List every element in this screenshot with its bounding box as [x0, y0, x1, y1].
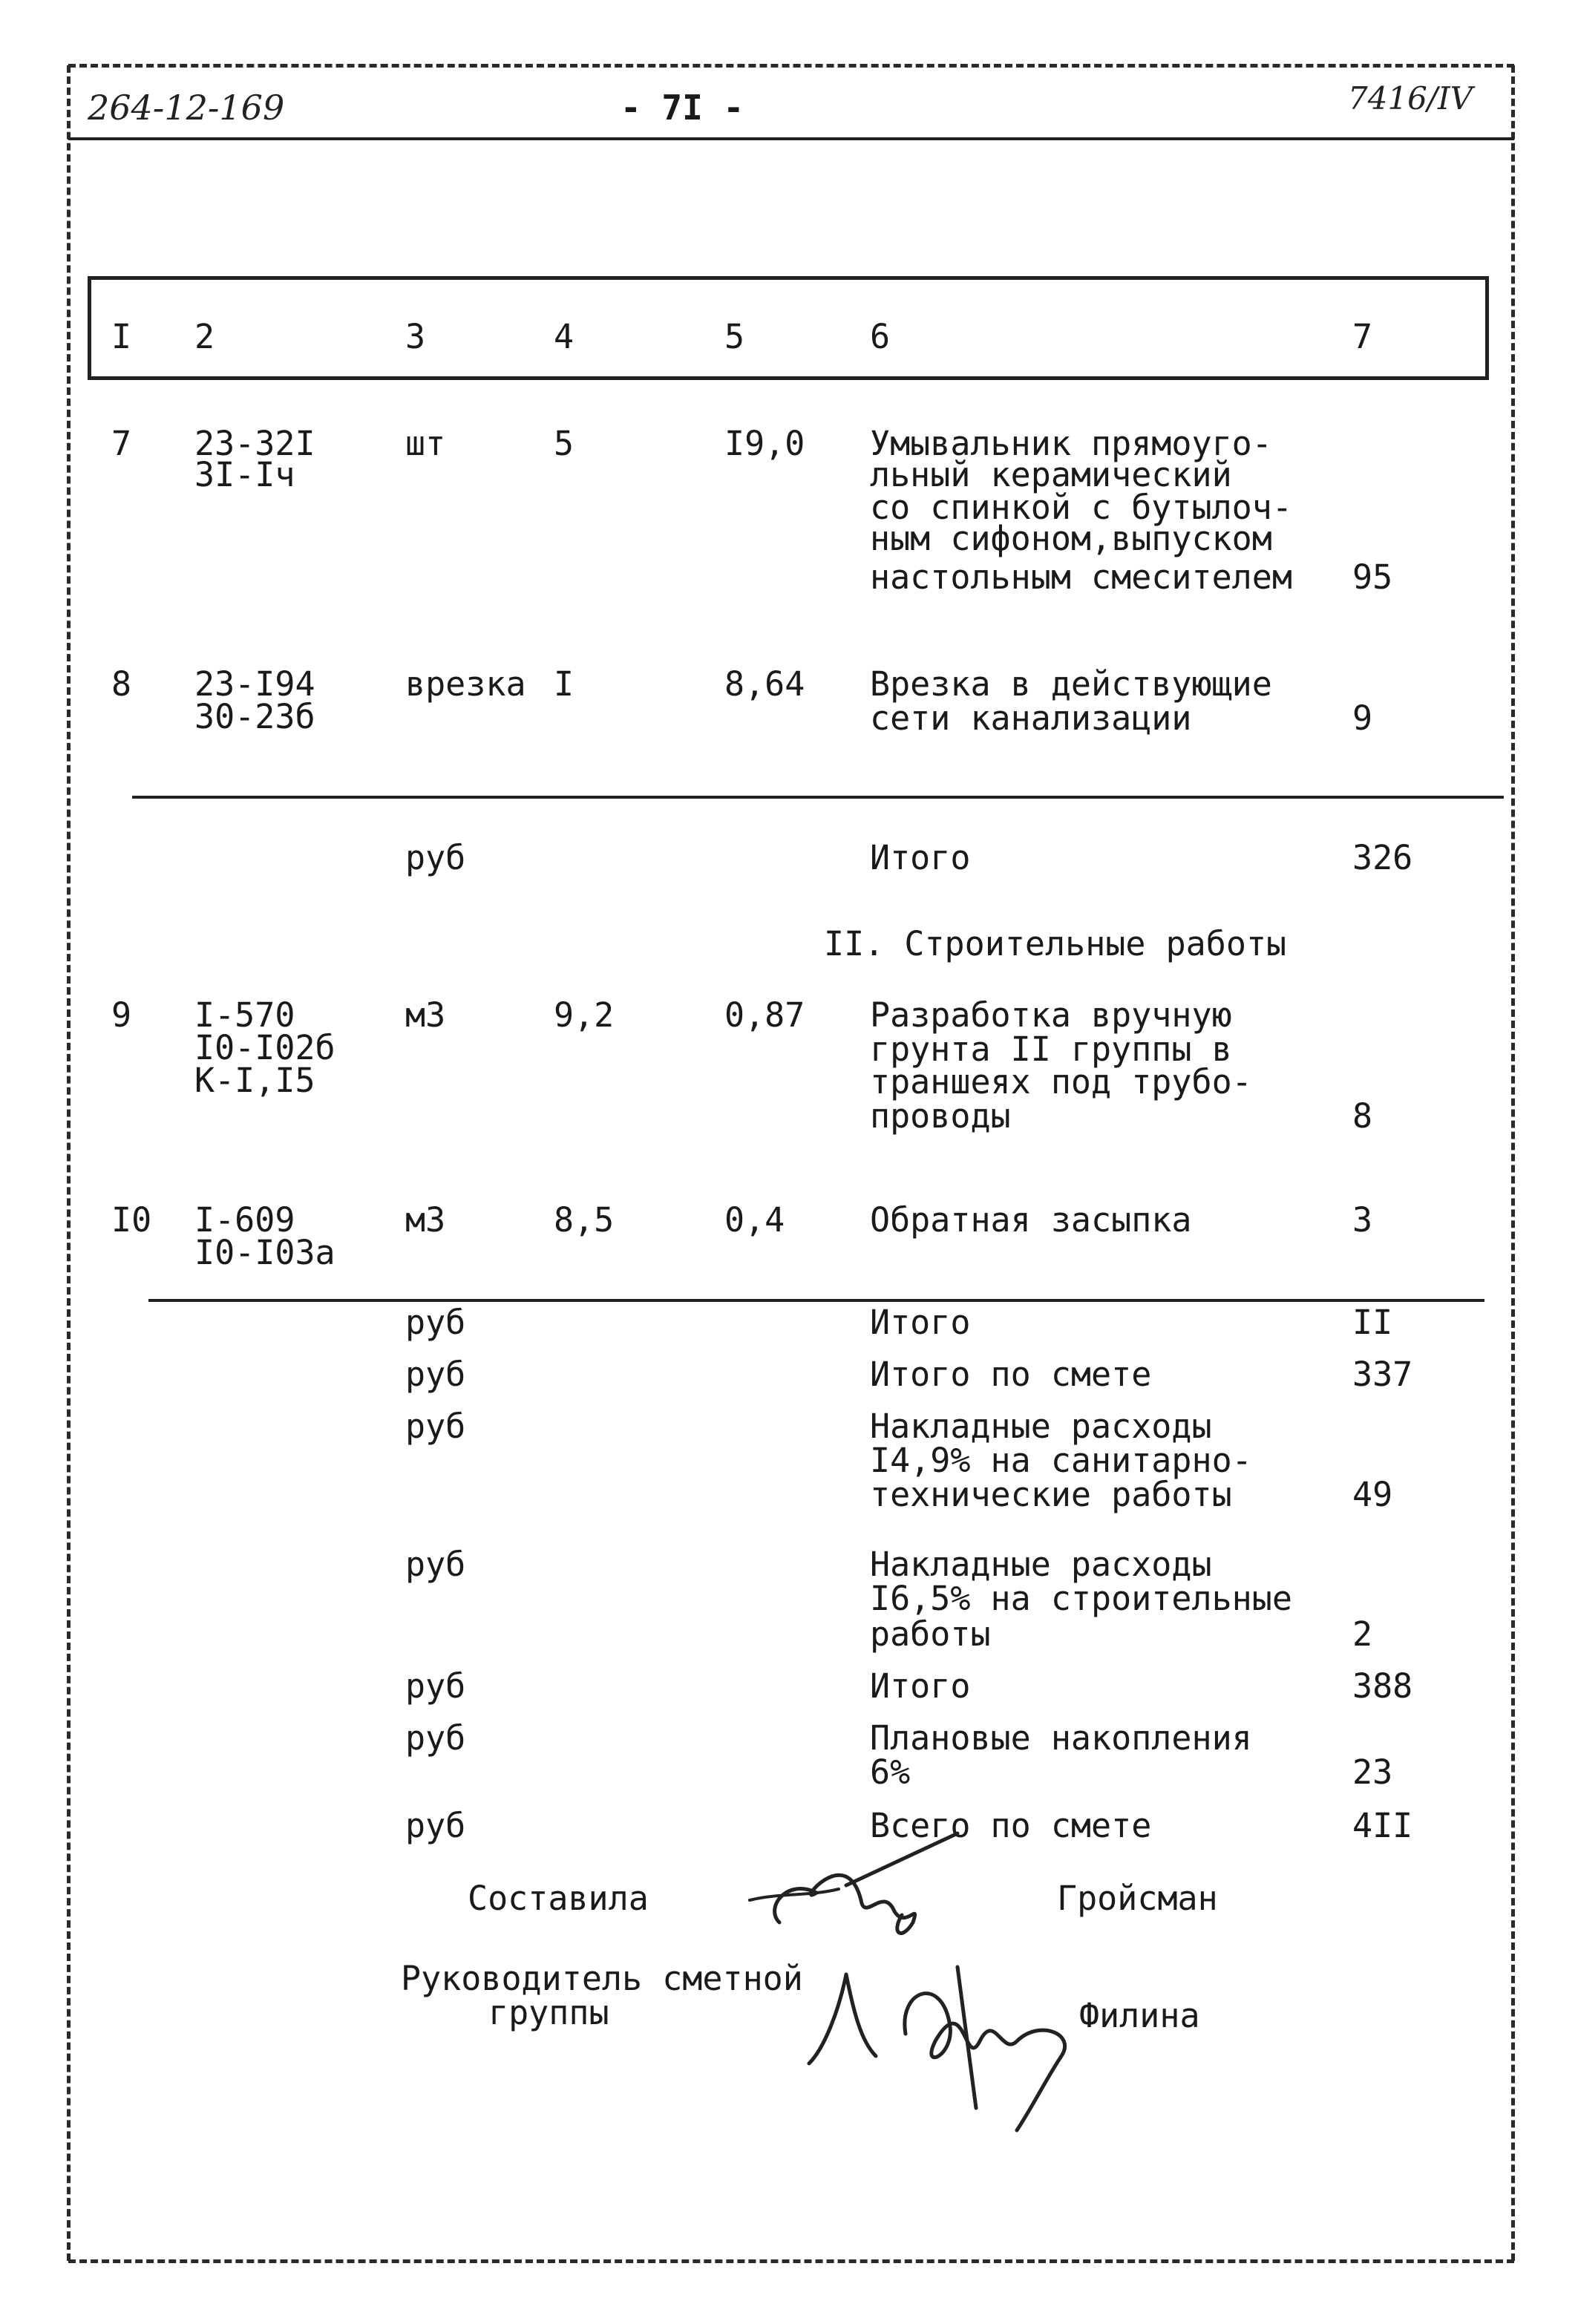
row-8-code-2: 30-23б	[194, 697, 315, 736]
head-name: Филина	[1079, 1996, 1200, 2035]
col-num-2: 2	[194, 317, 215, 356]
summary-6-total: 23	[1352, 1752, 1393, 1792]
summary-1-label: Итого	[870, 1303, 971, 1342]
row-7-desc-4: ным сифоном,выпуском	[870, 519, 1272, 558]
row-7-price: I9,0	[724, 424, 805, 463]
summary-6-unit: руб	[405, 1718, 466, 1758]
row-10-code-2: I0-I03а	[194, 1233, 335, 1272]
summary-4-label-2: I6,5% на строительные	[870, 1579, 1292, 1618]
summary-4-label-1: Накладные расходы	[870, 1545, 1212, 1584]
col-num-5: 5	[724, 317, 745, 356]
row-9-price: 0,87	[724, 995, 805, 1035]
col-num-3: 3	[405, 317, 426, 356]
compiled-by-label: Составила	[468, 1879, 649, 1918]
col-num-4: 4	[554, 317, 574, 356]
row-10-desc-1: Обратная засыпка	[870, 1200, 1192, 1240]
row-10-qty: 8,5	[554, 1200, 615, 1240]
row-9-total: 8	[1352, 1096, 1373, 1136]
row-7-desc-2: льный керамический	[870, 455, 1232, 494]
subtotal-1-label: Итого	[870, 838, 971, 877]
subtotal-1-unit: руб	[405, 838, 466, 877]
summary-2-unit: руб	[405, 1355, 466, 1394]
row-8-num: 8	[111, 664, 132, 704]
row-9-desc-2: грунта II группы в	[870, 1030, 1232, 1069]
summary-3-label-1: Накладные расходы	[870, 1407, 1212, 1446]
frame-bottom-border	[68, 2259, 1514, 2263]
row-9-code-2: I0-I02б	[194, 1028, 335, 1067]
summary-3-label-3: технические работы	[870, 1475, 1232, 1514]
doc-code: 264-12-169	[88, 88, 285, 128]
row-8-price: 8,64	[724, 664, 805, 704]
row-9-qty: 9,2	[554, 995, 615, 1035]
summary-7-unit: руб	[405, 1806, 466, 1845]
summary-4-unit: руб	[405, 1545, 466, 1584]
summary-4-label-3: работы	[870, 1614, 991, 1654]
summary-1-total: II	[1352, 1303, 1393, 1342]
frame-left-border	[67, 65, 71, 2261]
summary-2-label: Итого по смете	[870, 1355, 1152, 1394]
row-7-code-2: 3I-Iч	[194, 455, 295, 494]
row-8-desc-2: сети канализации	[870, 698, 1192, 738]
row-7-desc-3: со спинкой с бутылоч-	[870, 488, 1292, 527]
row-7-desc-1: Умывальник прямоуго-	[870, 424, 1272, 463]
summary-7-total: 4II	[1352, 1806, 1413, 1845]
head-label-1: Руководитель сметной	[401, 1959, 803, 1998]
row-8-desc-1: Врезка в действующие	[870, 664, 1272, 704]
row-8-unit: врезка	[405, 664, 526, 704]
row-9-code-3: К-I,I5	[194, 1061, 315, 1100]
compiled-by-name: Гройсман	[1057, 1879, 1218, 1918]
row-9-desc-1: Разработка вручную	[870, 995, 1232, 1035]
row-7-total: 95	[1352, 557, 1393, 597]
row-7-desc-5: настольным смесителем	[870, 557, 1292, 597]
row-8-code-1: 23-I94	[194, 664, 315, 704]
section-heading: II. Строительные работы	[824, 924, 1287, 963]
row-9-code-1: I-570	[194, 995, 295, 1035]
row-9-unit: м3	[405, 995, 446, 1035]
row-10-unit: м3	[405, 1200, 446, 1240]
row-7-unit: шт	[405, 424, 446, 463]
summary-2-total: 337	[1352, 1355, 1413, 1394]
subtotal-divider-1	[132, 796, 1504, 799]
row-10-num: I0	[111, 1200, 152, 1240]
row-9-num: 9	[111, 995, 132, 1035]
header-divider	[68, 137, 1514, 140]
signature-compiled	[735, 1811, 987, 1960]
col-num-7: 7	[1352, 317, 1373, 356]
subtotal-1-total: 326	[1352, 838, 1413, 877]
row-7-code-1: 23-32I	[194, 424, 315, 463]
summary-5-label: Итого	[870, 1666, 971, 1706]
summary-3-total: 49	[1352, 1475, 1393, 1514]
row-9-desc-3: траншеях под трубо-	[870, 1062, 1252, 1102]
row-10-price: 0,4	[724, 1200, 785, 1240]
row-8-total: 9	[1352, 698, 1373, 738]
row-9-desc-4: проводы	[870, 1096, 1011, 1136]
summary-3-unit: руб	[405, 1407, 466, 1446]
head-label-2: группы	[488, 1993, 609, 2032]
summary-3-label-2: I4,9% на санитарно-	[870, 1441, 1252, 1480]
col-num-1: I	[111, 317, 132, 356]
row-7-num: 7	[111, 424, 132, 463]
frame-right-border	[1511, 65, 1515, 2261]
col-num-6: 6	[870, 317, 891, 356]
row-10-total: 3	[1352, 1200, 1373, 1240]
summary-5-total: 388	[1352, 1666, 1413, 1706]
summary-1-unit: руб	[405, 1303, 466, 1342]
frame-top-border	[68, 64, 1514, 68]
signature-head	[794, 1945, 1121, 2138]
row-7-qty: 5	[554, 424, 574, 463]
row-10-code-1: I-609	[194, 1200, 295, 1240]
summary-5-unit: руб	[405, 1666, 466, 1706]
column-number-box	[88, 276, 1489, 380]
summary-6-label-2: 6%	[870, 1752, 911, 1792]
ref-number: 7416/IV	[1348, 80, 1473, 117]
summary-7-label: Всего по смете	[870, 1806, 1152, 1845]
summary-6-label-1: Плановые накопления	[870, 1718, 1252, 1758]
summary-4-total: 2	[1352, 1614, 1373, 1654]
subtotal-divider-2	[148, 1299, 1484, 1302]
row-8-qty: I	[554, 664, 574, 704]
page-number: - 7I -	[621, 88, 744, 128]
